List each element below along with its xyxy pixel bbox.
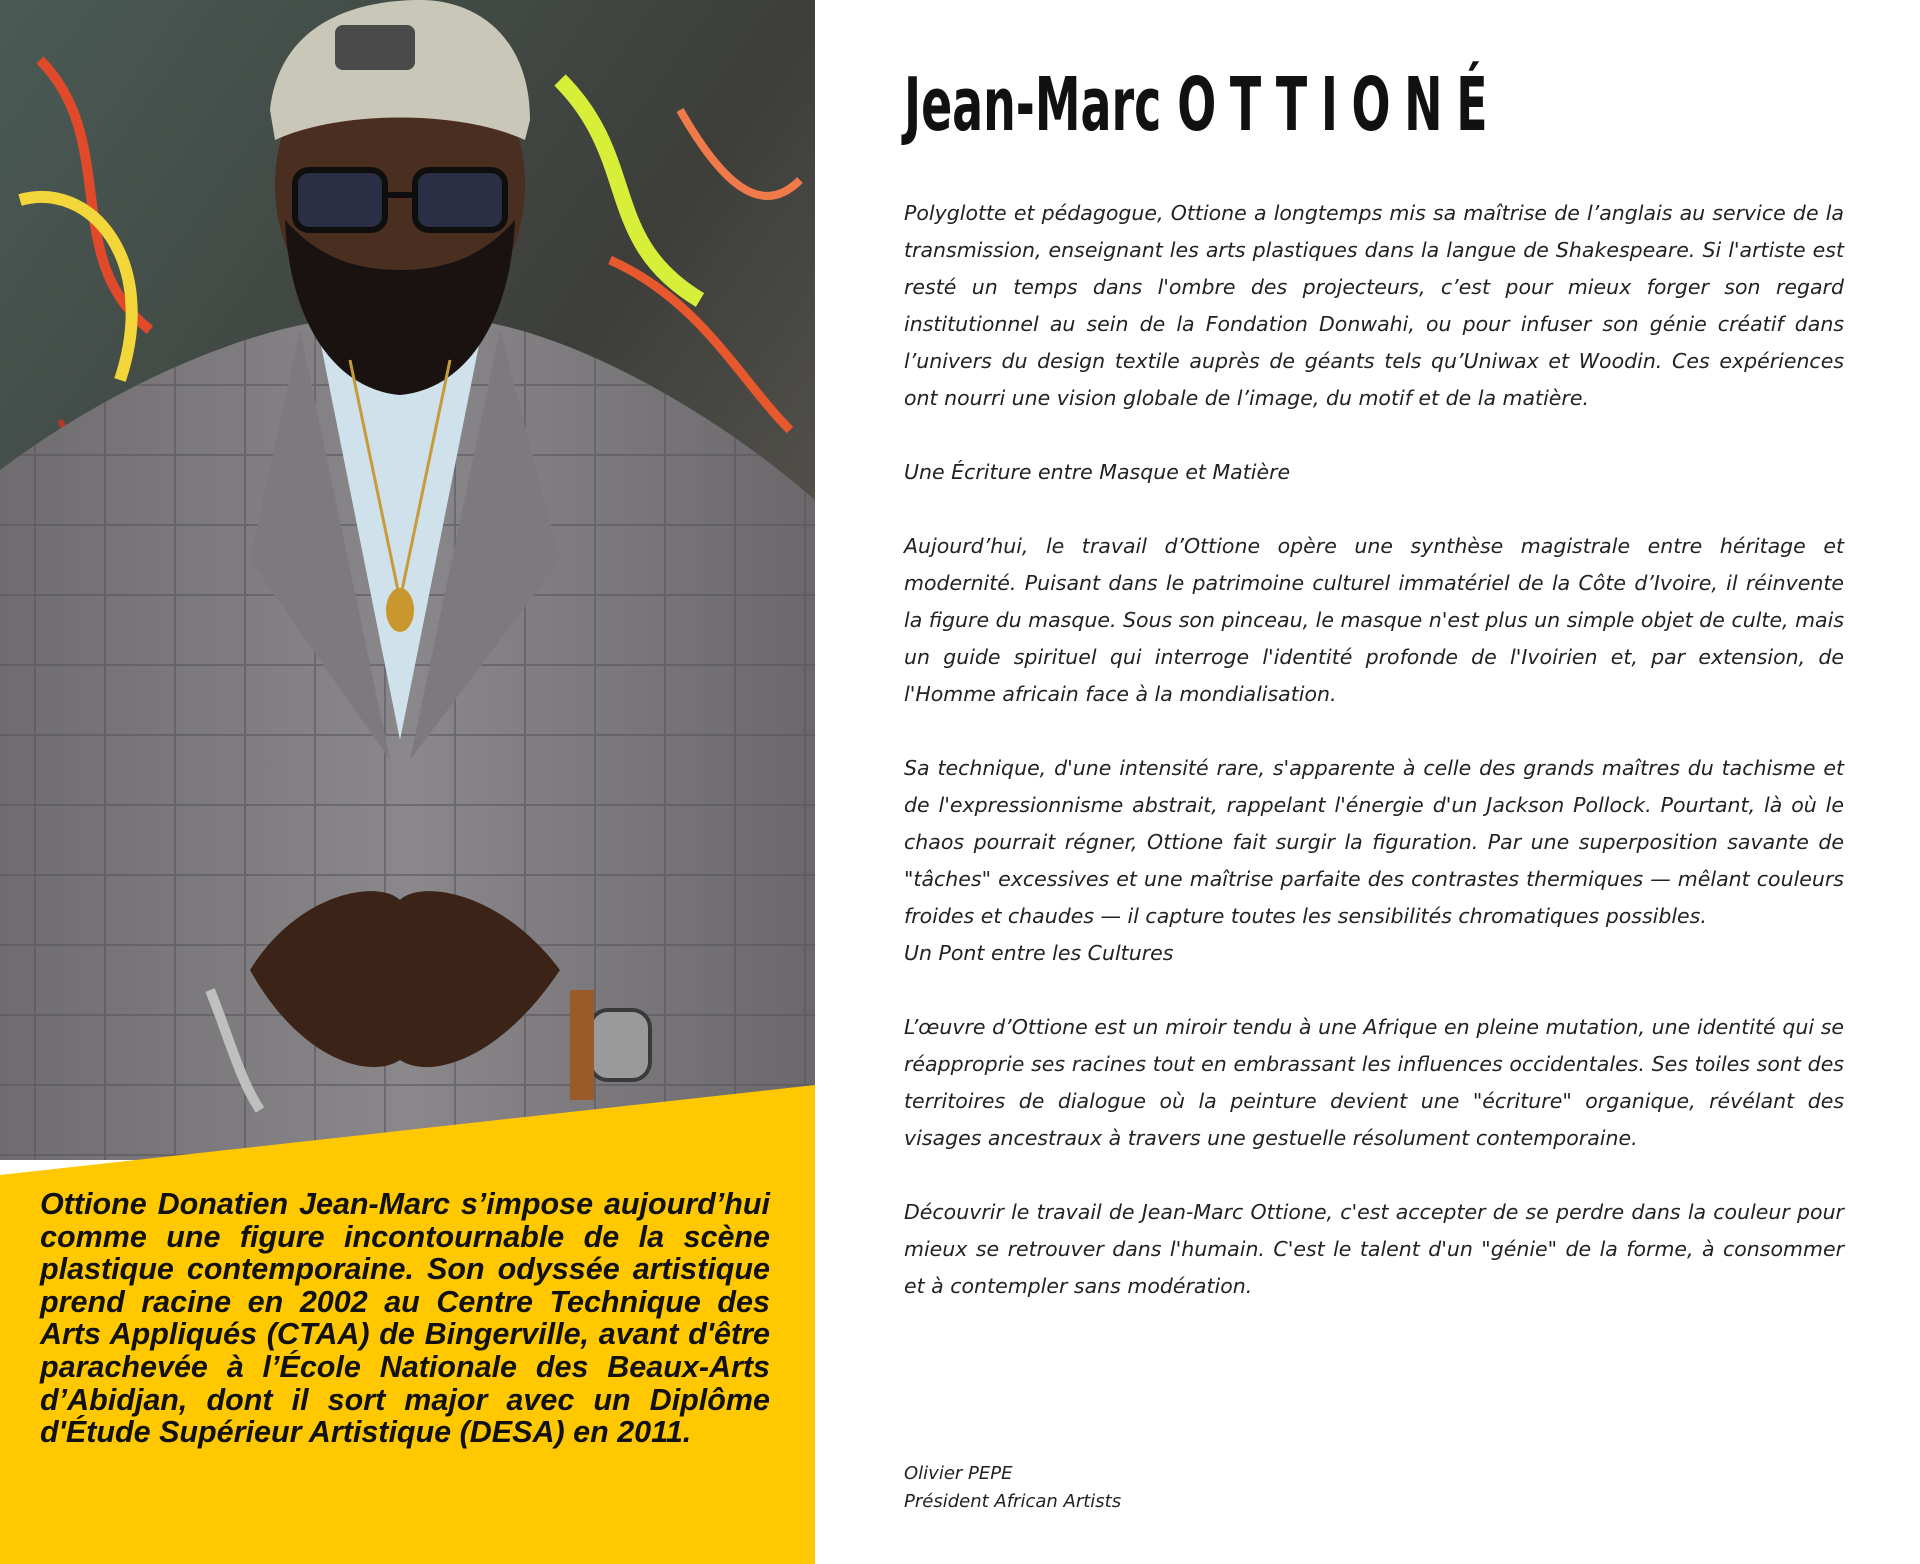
signature-block — [904, 1460, 1121, 1516]
right-column — [904, 0, 1844, 1564]
left-column — [0, 0, 815, 1564]
article-body — [904, 195, 1844, 1342]
article-paragraph: Découvrir le travail de Jean-Marc Ottione, c'est accepter de se perdre dans la couleur pour mieux se retrouver dans l'humain. C'est le talent d'un "génie" de la forme, à consommer et à contempler sans modération. — [904, 1200, 1844, 1298]
artist-name-title — [904, 60, 1501, 150]
article-paragraph: Sa technique, d'une intensité rare, s'apparente à celle des grands maîtres du tachisme et de l'expressionnisme abstrait, rappelant l'énergie d'un Jackson Pollock. Pourtant, là où le chaos pourrait régner, Ottione fait surgir la figuration. Par une superposition savante de "tâches" excessives et une maîtrise parfaite des contrastes thermiques — mêlant couleurs froides et chaudes — il capture toutes les sensibilités chromatiques possibles. — [904, 756, 1844, 928]
article-paragraph: Polyglotte et pédagogue, Ottione a longtemps mis sa maîtrise de l’anglais au service de la transmission, enseignant les arts plastiques dans la langue de Shakespeare. Si l'artiste est resté un temps dans l'ombre des projecteurs, c’est pour mieux forger son regard institutionnel au sein de la Fondation Donwahi, ou pour infuser son génie créatif dans l’univers du design textile auprès de géants tels qu’Uniwax et Woodin. Ces expériences ont nourri une vision globale de l’image, du motif et de la matière. — [904, 201, 1844, 410]
artist-bio-text: Ottione Donatien Jean-Marc s’impose aujourd’hui comme une figure incontournable de la scène plastique contemporaine. Son odyssée artistique prend racine en 2002 au Centre Technique des Arts Appliqués (CTAA) de Bingerville, avant d'être parachevée à l’École Nationale des Beaux-Arts d’Abidjan, dont il sort major avec un Diplôme d'Étude Supérieur Artistique (DESA) en 2011. — [40, 1187, 770, 1450]
article-paragraph: L’œuvre d’Ottione est un miroir tendu à une Afrique en pleine mutation, une identité qui se réapproprie ses racines tout en embrassant les influences occidentales. Ses toiles sont des territoires de dialogue où la peinture devient une "écriture" organique, révélant des visages ancestraux à travers une gestuelle résolument contemporaine. — [904, 1015, 1844, 1150]
title-last-name: OTTIONÉ — [1177, 62, 1502, 148]
artist-photo — [0, 0, 815, 1160]
title-first-name: Jean-Marc — [904, 62, 1178, 148]
signature-role: Président African Artists — [904, 1491, 1122, 1512]
article-subheading: Un Pont entre les Cultures — [904, 941, 1174, 965]
article-subheading: Une Écriture entre Masque et Matière — [904, 460, 1291, 484]
article-paragraph: Aujourd’hui, le travail d’Ottione opère une synthèse magistrale entre héritage et modernité. Puisant dans le patrimoine culturel immatériel de la Côte d’Ivoire, il réinvente la figure du masque. Sous son pinceau, le masque n'est plus un simple objet de culte, mais un guide spirituel qui interroge l'identité profonde de l'Ivoirien et, par extension, de l'Homme africain face à la mondialisation. — [904, 534, 1844, 706]
signature-name: Olivier PEPE — [904, 1463, 1013, 1484]
artist-portrait-illustration — [0, 0, 815, 1160]
